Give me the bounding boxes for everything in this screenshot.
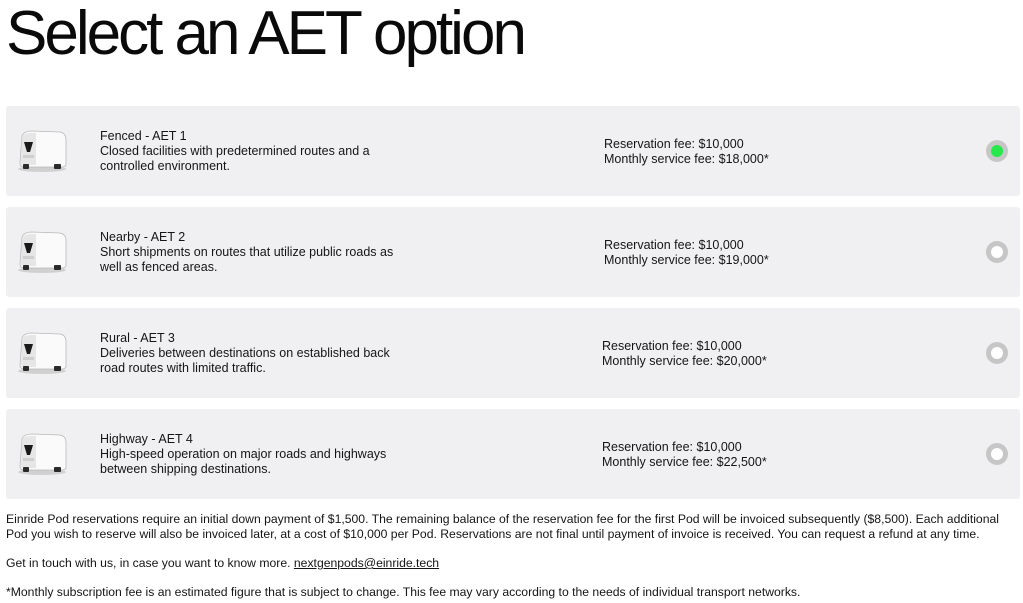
reservation-fee: Reservation fee: $10,000	[602, 339, 742, 353]
radio-dot	[991, 448, 1003, 460]
payment-note: Einride Pod reservations require an initial down payment of $1,500. The remaining balance of the reservation fee for the first Pod will be invoiced subsequently ($8,500). Each additional Pod you wish to reserve will also be invoiced later, at a cost of $10,000 per Pod. Reservations are not final until payment of invoice is received. You can request a refund at any time.	[6, 512, 999, 541]
pod-vehicle-icon	[14, 330, 68, 376]
option-description: Closed facilities with predetermined routes and a controlled environment.	[100, 144, 370, 173]
option-description-block	[100, 432, 400, 477]
page-title: Select an AET option	[6, 0, 524, 68]
option-name: Rural - AET 3	[100, 331, 175, 345]
option-radio-button[interactable]	[986, 241, 1008, 263]
option-description-block	[100, 230, 400, 275]
contact-email-link[interactable]: nextgenpods@einride.tech	[293, 556, 440, 570]
option-description: Deliveries between destinations on established back road routes with limited traffic.	[100, 346, 390, 375]
reservation-fee: Reservation fee: $10,000	[604, 137, 744, 151]
disclaimer-note: *Monthly subscription fee is an estimated figure that is subject to change. This fee may vary according to the needs of individual transport networks.	[6, 585, 801, 599]
option-description-block	[100, 129, 400, 174]
radio-dot	[991, 347, 1003, 359]
reservation-fee: Reservation fee: $10,000	[602, 440, 742, 454]
option-fees	[602, 339, 767, 369]
radio-dot	[991, 145, 1003, 157]
option-radio-button[interactable]	[986, 342, 1008, 364]
option-name: Fenced - AET 1	[100, 129, 187, 143]
option-radio-button[interactable]	[986, 140, 1008, 162]
option-fees	[602, 440, 767, 470]
monthly-service-fee: Monthly service fee: $19,000*	[604, 253, 769, 267]
monthly-service-fee: Monthly service fee: $20,000*	[602, 354, 767, 368]
pod-vehicle-icon	[14, 128, 68, 174]
aet-option-list	[6, 106, 1020, 510]
option-description: Short shipments on routes that utilize public roads as well as fenced areas.	[100, 245, 394, 274]
aet-option-3[interactable]	[6, 308, 1020, 398]
option-fees	[604, 137, 769, 167]
option-radio-button[interactable]	[986, 443, 1008, 465]
pod-vehicle-icon	[14, 229, 68, 275]
option-description: High-speed operation on major roads and highways between shipping destinations.	[100, 447, 387, 476]
contact-note	[6, 556, 1021, 571]
aet-option-4[interactable]	[6, 409, 1020, 499]
monthly-service-fee: Monthly service fee: $18,000*	[604, 152, 769, 166]
option-description-block	[100, 331, 400, 376]
pod-vehicle-icon	[14, 431, 68, 477]
aet-option-2[interactable]	[6, 207, 1020, 297]
monthly-service-fee: Monthly service fee: $22,500*	[602, 455, 767, 469]
reservation-fee: Reservation fee: $10,000	[604, 238, 744, 252]
option-fees	[604, 238, 769, 268]
aet-option-1[interactable]	[6, 106, 1020, 196]
contact-text: Get in touch with us, in case you want to know more.	[6, 556, 291, 570]
option-name: Nearby - AET 2	[100, 230, 186, 244]
option-name: Highway - AET 4	[100, 432, 193, 446]
radio-dot	[991, 246, 1003, 258]
